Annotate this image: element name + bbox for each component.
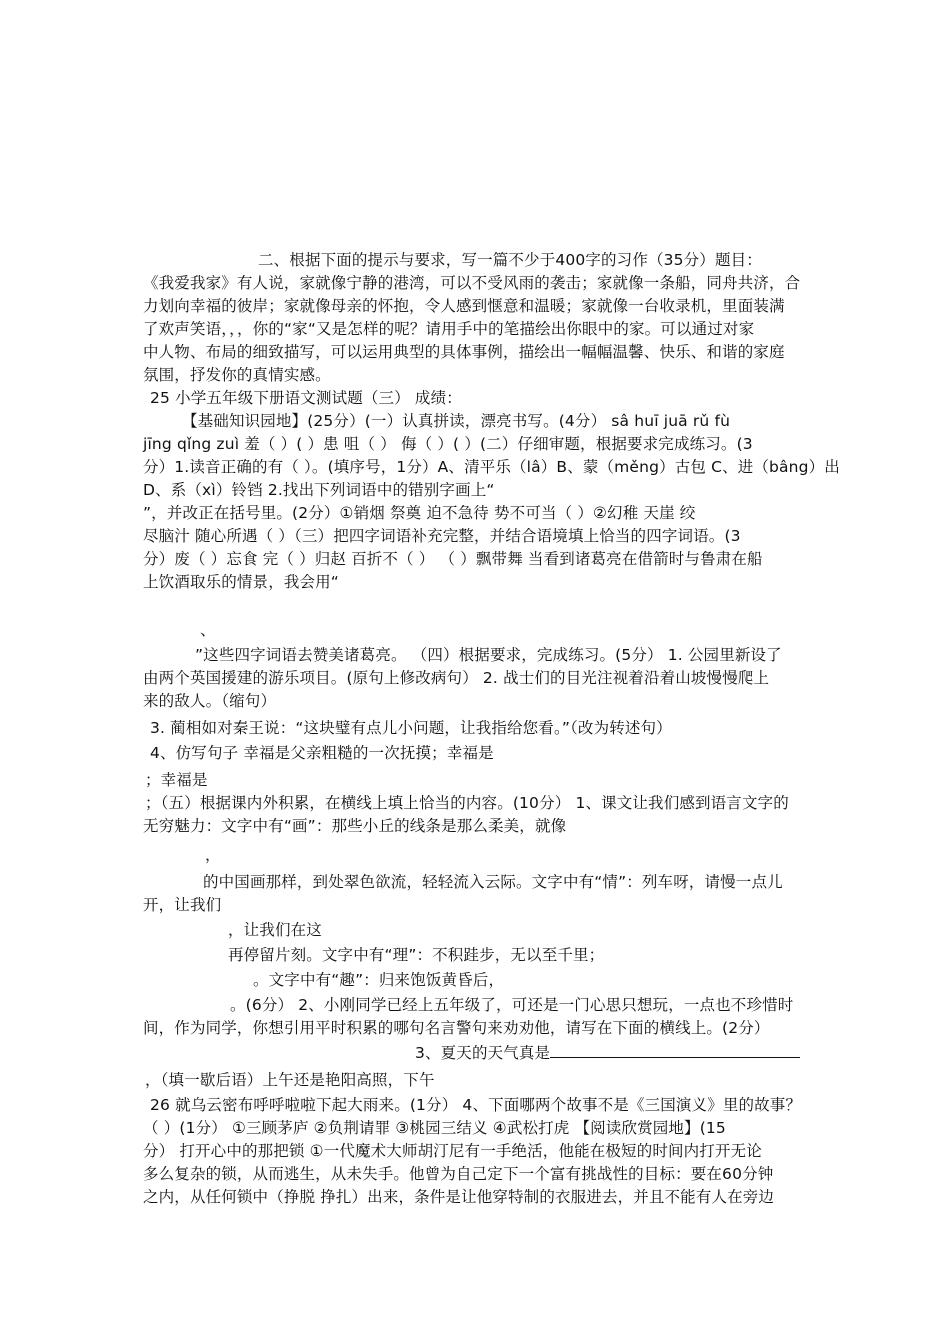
text-line: 由两个英国援建的游乐项目。(原句上修改病句） 2. 战士们的目光注视着沿着山坡慢慢爬上	[143, 669, 770, 687]
text-line: 26 就乌云密布呼呼啦啦下起大雨来。(1分） 4、下面哪两个故事不是《三国演义》里的故事？	[150, 1096, 802, 1114]
text-line: 中人物、布局的细致描写，可以运用典型的具体事例，描绘出一幅幅温馨、快乐、和谐的家庭	[143, 343, 785, 361]
text-line	[415, 1043, 800, 1063]
text-line: ”，并改正在括号里。(2分）①销烟 祭奠 迫不急待 势不可当（ ）②幻稚 天崖 绞	[143, 504, 696, 522]
text-line: 力划向幸福的彼岸；家就像母亲的怀抱，令人感到惬意和温暖；家就像一台收录机，里面装满	[143, 297, 785, 315]
text-line: 3. 蔺相如对秦王说：“这块璧有点儿小问题，让我指给您看。”（改为转述句）	[150, 719, 672, 737]
text-line: 多么复杂的锁，从而逃生，从未失手。他曾为自己定下一个富有挑战性的目标：要在60分钟	[143, 1165, 774, 1183]
text-line: ”这些四字词语去赞美诸葛亮。 （四）根据要求，完成练习。(5分） 1. 公园里新设了	[195, 646, 782, 664]
text-line: ，（填一歇后语）上午还是艳阳高照，下午	[145, 1071, 435, 1089]
text-line: 尽脑汁 随心所遇（ ）（三）把四字词语补充完整，并结合语境填上恰当的四字词语。(3	[143, 527, 741, 545]
text-line: 分）废（ ）忘食 完（ ）归赵 百折不（ ） （ ）飘带舞 当看到诸葛亮在借箭时与鲁肃在船	[143, 550, 763, 568]
text-line: 上饮酒取乐的情景，我会用“	[143, 573, 339, 591]
text-line: ；（五）根据课内外积累，在横线上填上恰当的内容。(10分） 1、课文让我们感到语言文字的	[145, 794, 789, 812]
text-line: D、系（xì）铃铛 2.找出下列词语中的错别字画上“	[143, 481, 495, 499]
text-line: 《我爱我家》有人说，家就像宁静的港湾，可以不受风雨的袭击；家就像一条船，同舟共济，合	[143, 274, 801, 292]
text-line: 二、根据下面的提示与要求，写一篇不少于400字的习作（35分）题目：	[258, 251, 762, 269]
text-line: 、	[200, 621, 216, 639]
text-line: ，	[205, 846, 221, 864]
text-line: 氛围，抒发你的真情实感。	[143, 366, 331, 384]
text-line: 的中国画那样，到处翠色欲流，轻轻流入云际。文字中有“情”：列车呀，请慢一点儿	[203, 873, 783, 891]
text-line: 再停留片刻。文字中有“理”：不积跬步，无以至千里；	[228, 946, 605, 964]
text-segment: 3、夏天的天气真是	[415, 1044, 551, 1062]
text-line: 分）1.读音正确的有（ ）。(填序号，1分）A、清平乐（lâ）B、蒙（měng）古包 C、进（bâng）出	[143, 458, 840, 476]
text-line: 之内，从任何锁中（挣脱 挣扎）出来，条件是让他穿特制的衣服进去，并且不能有人在旁边	[143, 1188, 775, 1206]
text-line: （ ）(1分） ①三顾茅庐 ②负荆请罪 ③桃园三结义 ④武松打虎 【阅读欣赏园地】(15	[143, 1119, 726, 1137]
exam-title: 25 小学五年级下册语文测试题（三） 成绩：	[150, 389, 462, 407]
text-line: 来的敌人。（缩句）	[143, 692, 277, 710]
text-line: 【基础知识园地】(25分）(一）认真拼读，漂亮书写。(4分） sâ huī juā rǔ fù	[182, 412, 731, 430]
text-line: 。文字中有“趣”：归来饱饭黄昏后，	[253, 971, 505, 989]
text-line: 间，作为同学，你想引用平时积累的哪句名言警句来劝劝他，请写在下面的横线上。(2分）	[143, 1019, 770, 1037]
text-line: jīng qǐng zuì 羞（ ）( ）患 咀（ ） 侮（ ）( ）(二）仔细审题，根据要求完成练习。(3	[143, 435, 753, 453]
answer-blank-line	[550, 1043, 800, 1058]
text-line: 。(6分） 2、小刚同学已经上五年级了，可还是一门心思只想玩，一点也不珍惜时	[230, 996, 794, 1014]
text-line: 分） 打开心中的那把锁 ①一代魔术大师胡汀尼有一手绝活，他能在极短的时间内打开无论	[143, 1142, 762, 1160]
text-line: 了欢声笑语，，，你的“家“又是怎样的呢？请用手中的笔描绘出你眼中的家。可以通过对家	[143, 320, 755, 338]
text-line: 无穷魅力：文字中有“画”：那些小丘的线条是那么柔美，就像	[143, 817, 567, 835]
text-line: 4、仿写句子 幸福是父亲粗糙的一次抚摸；幸福是	[150, 744, 494, 762]
text-line: ，让我们在这	[228, 921, 322, 939]
text-line: ；幸福是	[145, 771, 208, 789]
text-line: 开，让我们	[143, 896, 222, 914]
